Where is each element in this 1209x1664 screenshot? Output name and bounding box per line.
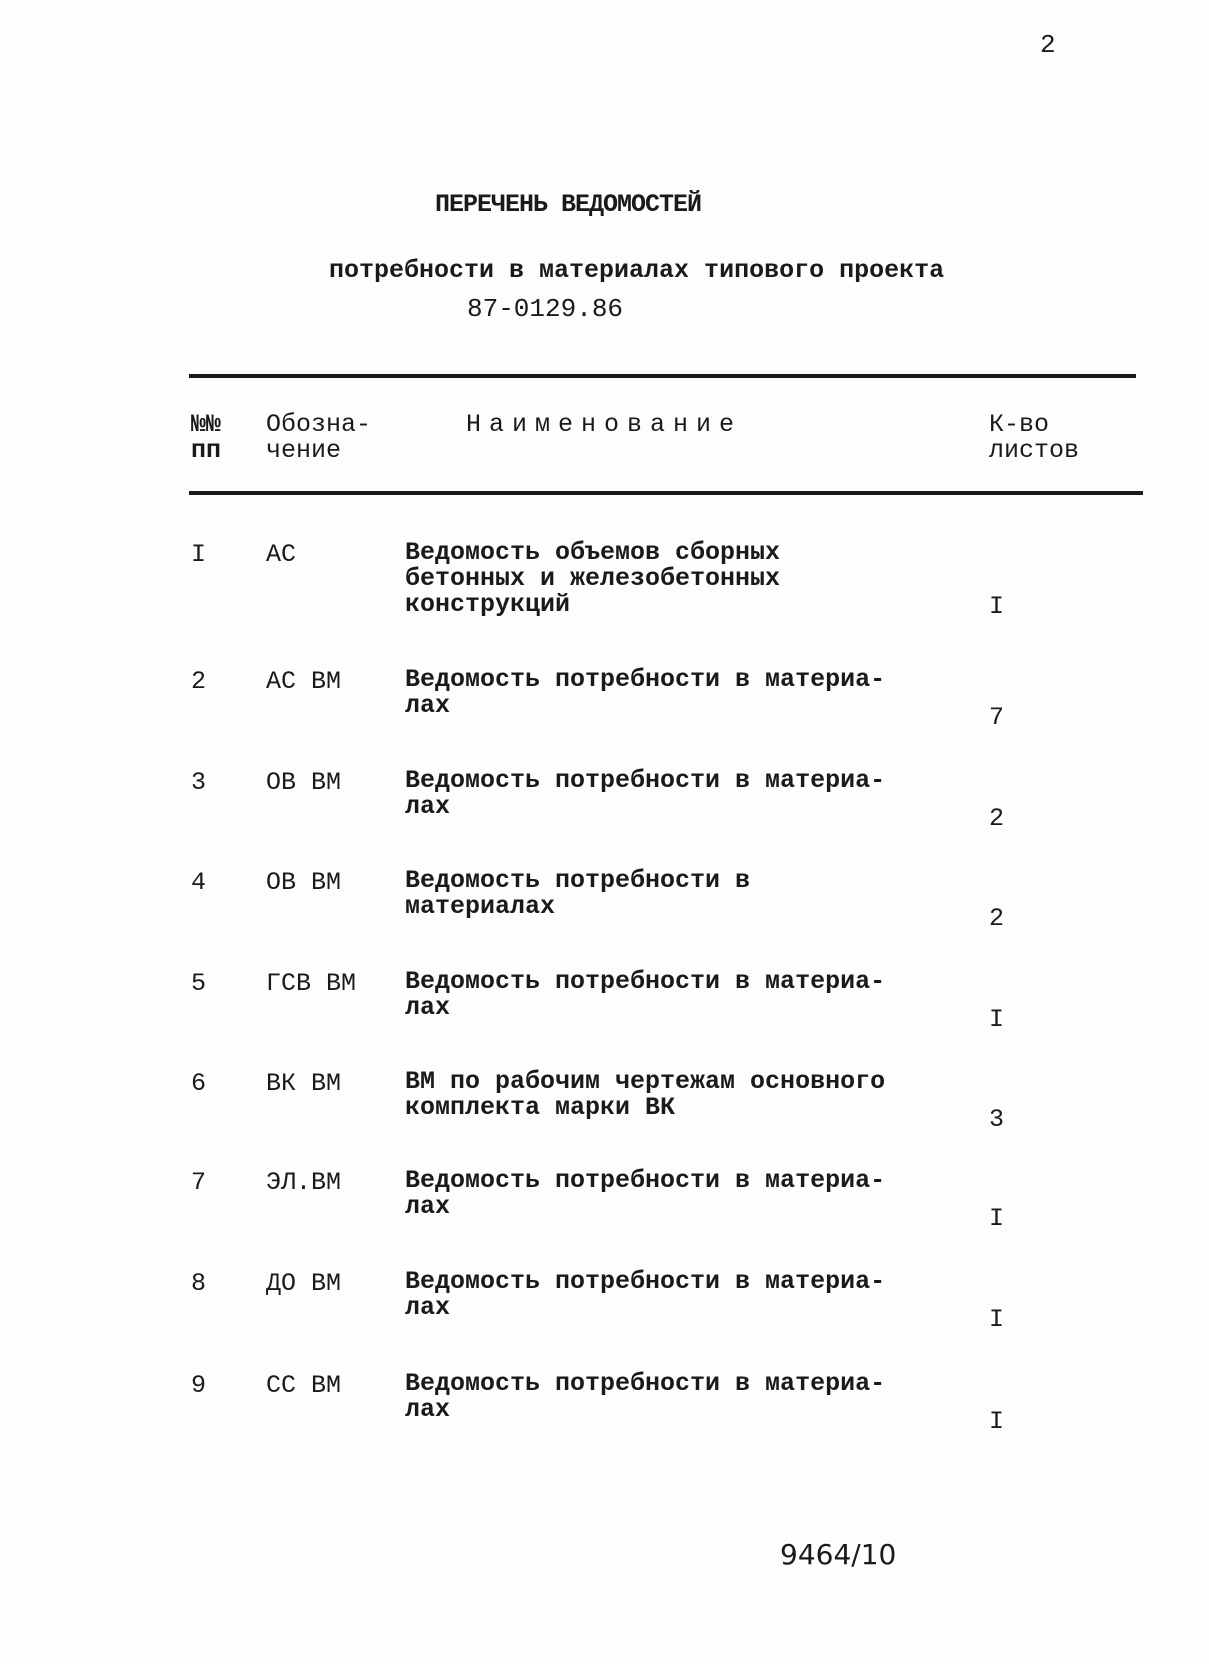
- table-header-rule: [189, 491, 1143, 495]
- row-sheet-count: I: [989, 1005, 1005, 1034]
- row-code: ГСВ ВМ: [266, 969, 357, 998]
- row-number: 2: [191, 667, 207, 696]
- project-number: 87-0129.86: [467, 294, 624, 324]
- row-number: 7: [191, 1168, 207, 1197]
- row-number: 4: [191, 868, 207, 897]
- row-name: Ведомость потребности в материа- лах: [405, 967, 886, 1022]
- row-number: 6: [191, 1069, 207, 1098]
- row-sheet-count: I: [989, 1204, 1005, 1233]
- row-code: ОВ ВМ: [266, 868, 342, 897]
- row-sheet-count: I: [989, 1305, 1005, 1334]
- header-num: №№ пп: [191, 410, 222, 465]
- row-name: Ведомость объемов сборных бетонных и железобетонных конструкций: [405, 538, 781, 619]
- row-name: Ведомость потребности в материа- лах: [405, 766, 886, 821]
- row-sheet-count: I: [989, 592, 1005, 621]
- row-sheet-count: 7: [989, 703, 1005, 732]
- row-number: 9: [191, 1371, 207, 1400]
- row-code: СС ВМ: [266, 1371, 342, 1400]
- footer-number: 9464/10: [780, 1538, 897, 1571]
- row-name: Ведомость потребности в материалах: [405, 866, 751, 921]
- row-code: ВК ВМ: [266, 1069, 342, 1098]
- row-name: Ведомость потребности в материа- лах: [405, 1166, 886, 1221]
- header-name: Наименование: [466, 410, 743, 439]
- row-name: Ведомость потребности в материа- лах: [405, 665, 886, 720]
- row-sheet-count: I: [989, 1407, 1005, 1436]
- header-code: Обозна- чение: [266, 410, 372, 465]
- row-code: ОВ ВМ: [266, 768, 342, 797]
- row-name: Ведомость потребности в материа- лах: [405, 1369, 886, 1424]
- row-code: АС: [266, 540, 297, 569]
- document-title: ПЕРЕЧЕНЬ ВЕДОМОСТЕЙ: [435, 190, 702, 219]
- row-name: ВМ по рабочим чертежам основного комплекта марки ВК: [405, 1067, 886, 1122]
- row-number: 5: [191, 969, 207, 998]
- row-code: ЭЛ.ВМ: [266, 1168, 342, 1197]
- row-number: 3: [191, 768, 207, 797]
- table-top-rule: [189, 374, 1136, 378]
- page-number: 2: [1040, 30, 1056, 60]
- document-subtitle: потребности в материалах типового проекта: [329, 256, 945, 285]
- row-sheet-count: 3: [989, 1105, 1005, 1134]
- row-sheet-count: 2: [989, 804, 1005, 833]
- row-number: I: [191, 540, 207, 569]
- row-sheet-count: 2: [989, 904, 1005, 933]
- row-code: ДО ВМ: [266, 1269, 342, 1298]
- row-name: Ведомость потребности в материа- лах: [405, 1267, 886, 1322]
- header-qty: К-во листов: [989, 410, 1080, 465]
- row-code: АС ВМ: [266, 667, 342, 696]
- row-number: 8: [191, 1269, 207, 1298]
